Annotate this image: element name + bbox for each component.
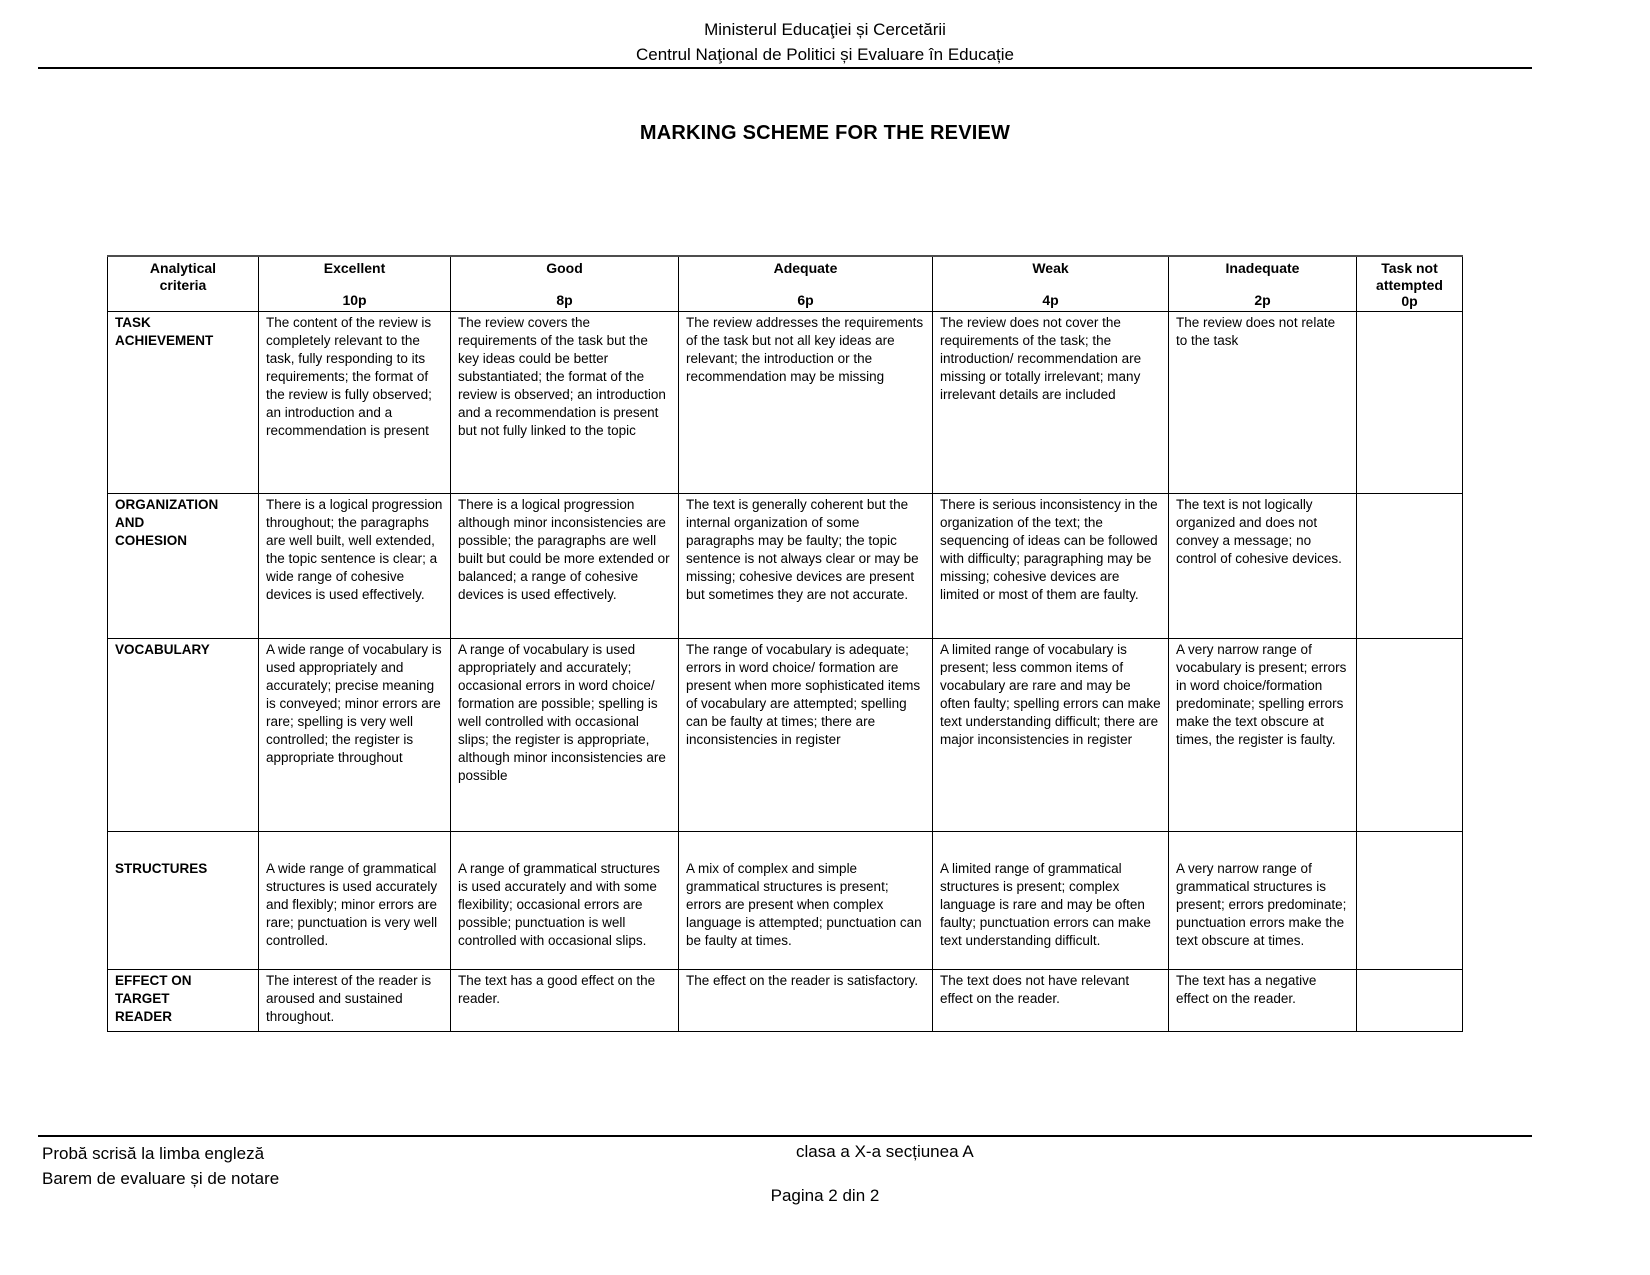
table-header-row (108, 256, 1463, 312)
table-row-organization-and-cohesion (108, 494, 1463, 639)
rubric-cell: There is a logical progression although minor inconsistencies are possible; the paragraphs are well built but could be more extended or balanced; a range of cohesive devices is used effectively. (451, 494, 679, 639)
rubric-cell: The text has a negative effect on the reader. (1169, 970, 1357, 1032)
footer-exam-line: Probă scrisă la limba engleză (42, 1144, 265, 1163)
criterion-cell: EFFECT ON TARGET READER (108, 970, 259, 1032)
rubric-cell: The range of vocabulary is adequate; errors in word choice/ formation are present when more sophisticated items of vocabulary are attempted; spelling can be faulty at times; there are inconsistencies in register (679, 639, 933, 832)
rubric-cell: The effect on the reader is satisfactory. (679, 970, 933, 1032)
criterion-cell: STRUCTURES (108, 832, 259, 970)
ministry-line: Ministerul Educaţiei și Cercetării (704, 20, 946, 39)
page-title: MARKING SCHEME FOR THE REVIEW (639, 122, 1011, 144)
rubric-cell: The text is generally coherent but the internal organization of some paragraphs may be faulty; the topic sentence is not always clear or may be missing; cohesive devices are present but sometimes they are not accurate. (679, 494, 933, 639)
rubric-cell: A limited range of grammatical structures is present; complex language is rare and may be often faulty; punctuation errors can make text understanding difficult. (933, 832, 1169, 970)
criterion-cell: TASK ACHIEVEMENT (108, 312, 259, 494)
rubric-cell (1357, 312, 1463, 494)
rubric-cell: There is a logical progression throughout; the paragraphs are well built, well extended, the topic sentence is clear; a wide range of cohesive devices is used effectively. (259, 494, 451, 639)
column-header-adequate: Adequate 6p (679, 256, 933, 312)
rubric-cell: The review does not cover the requirements of the task; the introduction/ recommendation are missing or totally irrelevant; many irrelevant details are included (933, 312, 1169, 494)
rubric-cell: The text has a good effect on the reader. (451, 970, 679, 1032)
table-row-structures (108, 832, 1463, 970)
column-header-excellent: Excellent 10p (259, 256, 451, 312)
rubric-cell: The review covers the requirements of the task but the key ideas could be better substantiated; the format of the review is observed; an introduction and a recommendation is present but not fully linked to the topic (451, 312, 679, 494)
rubric-cell: A mix of complex and simple grammatical structures is present; errors are present when complex language is attempted; punctuation can be faulty at times. (679, 832, 933, 970)
column-header-analytical-criteria: Analytical criteria (108, 256, 259, 312)
rubric-cell (1357, 639, 1463, 832)
document-header (0, 0, 1650, 67)
rubric-cell: A very narrow range of grammatical structures is present; errors predominate; punctuation errors make the text obscure at times. (1169, 832, 1357, 970)
rubric-cell (1357, 494, 1463, 639)
rubric-cell: A limited range of vocabulary is present; less common items of vocabulary are rare and may be often faulty; spelling errors can make text understanding difficult; there are major inconsistencies in register (933, 639, 1169, 832)
footer-left-block (42, 1142, 279, 1191)
criterion-cell: ORGANIZATION AND COHESION (108, 494, 259, 639)
footer-scheme-line: Barem de evaluare și de notare (42, 1168, 280, 1188)
rubric-cell: The text is not logically organized and does not convey a message; no control of cohesive devices. (1169, 494, 1357, 639)
table-row-task-achievement (108, 312, 1463, 494)
rubric-cell: The review addresses the requirements of the task but not all key ideas are relevant; the introduction or the recommendation may be missing (679, 312, 933, 494)
table-row-effect-on-target-reader (108, 970, 1463, 1032)
rubric-cell: A very narrow range of vocabulary is present; errors in word choice/formation predominate; spelling errors make the text obscure at times, the register is faulty. (1169, 639, 1357, 832)
footer-page-number: Pagina 2 din 2 (770, 1186, 880, 1205)
column-header-good: Good 8p (451, 256, 679, 312)
rubric-cell: There is serious inconsistency in the organization of the text; the sequencing of ideas can be followed with difficulty; paragraphing may be missing; cohesive devices are limited or most of them are faulty. (933, 494, 1169, 639)
rubric-cell: The content of the review is completely relevant to the task, fully responding to its requirements; the format of the review is fully observed; an introduction and a recommendation is present (259, 312, 451, 494)
rubric-cell (1357, 832, 1463, 970)
rubric-cell (1357, 970, 1463, 1032)
rubric-cell: The interest of the reader is aroused and sustained throughout. (259, 970, 451, 1032)
column-header-inadequate: Inadequate 2p (1169, 256, 1357, 312)
rubric-cell: The text does not have relevant effect on the reader. (933, 970, 1169, 1032)
rubric-cell: A wide range of vocabulary is used appropriately and accurately; precise meaning is conveyed; minor errors are rare; spelling is very well controlled; the register is appropriate throughout (259, 639, 451, 832)
column-header-weak: Weak 4p (933, 256, 1169, 312)
rubric-cell: A range of grammatical structures is used accurately and with some flexibility; occasional errors are possible; punctuation is well controlled with occasional slips. (451, 832, 679, 970)
footer-divider (38, 1135, 1532, 1137)
rubric-cell: A wide range of grammatical structures is used accurately and flexibly; minor errors are rare; punctuation is very well controlled. (259, 832, 451, 970)
footer-class-info: clasa a X-a secțiunea A (796, 1142, 974, 1161)
table-row-vocabulary (108, 639, 1463, 832)
column-header-task-not-attempted: Task not attempted 0p (1357, 256, 1463, 312)
criterion-cell: VOCABULARY (108, 639, 259, 832)
marking-scheme-table (107, 255, 1463, 1032)
header-divider (38, 67, 1532, 69)
rubric-cell: A range of vocabulary is used appropriately and accurately; occasional errors in word choice/ formation are possible; spelling is well controlled with occasional slips; the register is appropriate, although minor inconsistencies are possible (451, 639, 679, 832)
national-center-line: Centrul Naţional de Politici și Evaluare în Educație (636, 44, 1014, 64)
rubric-cell: The review does not relate to the task (1169, 312, 1357, 494)
